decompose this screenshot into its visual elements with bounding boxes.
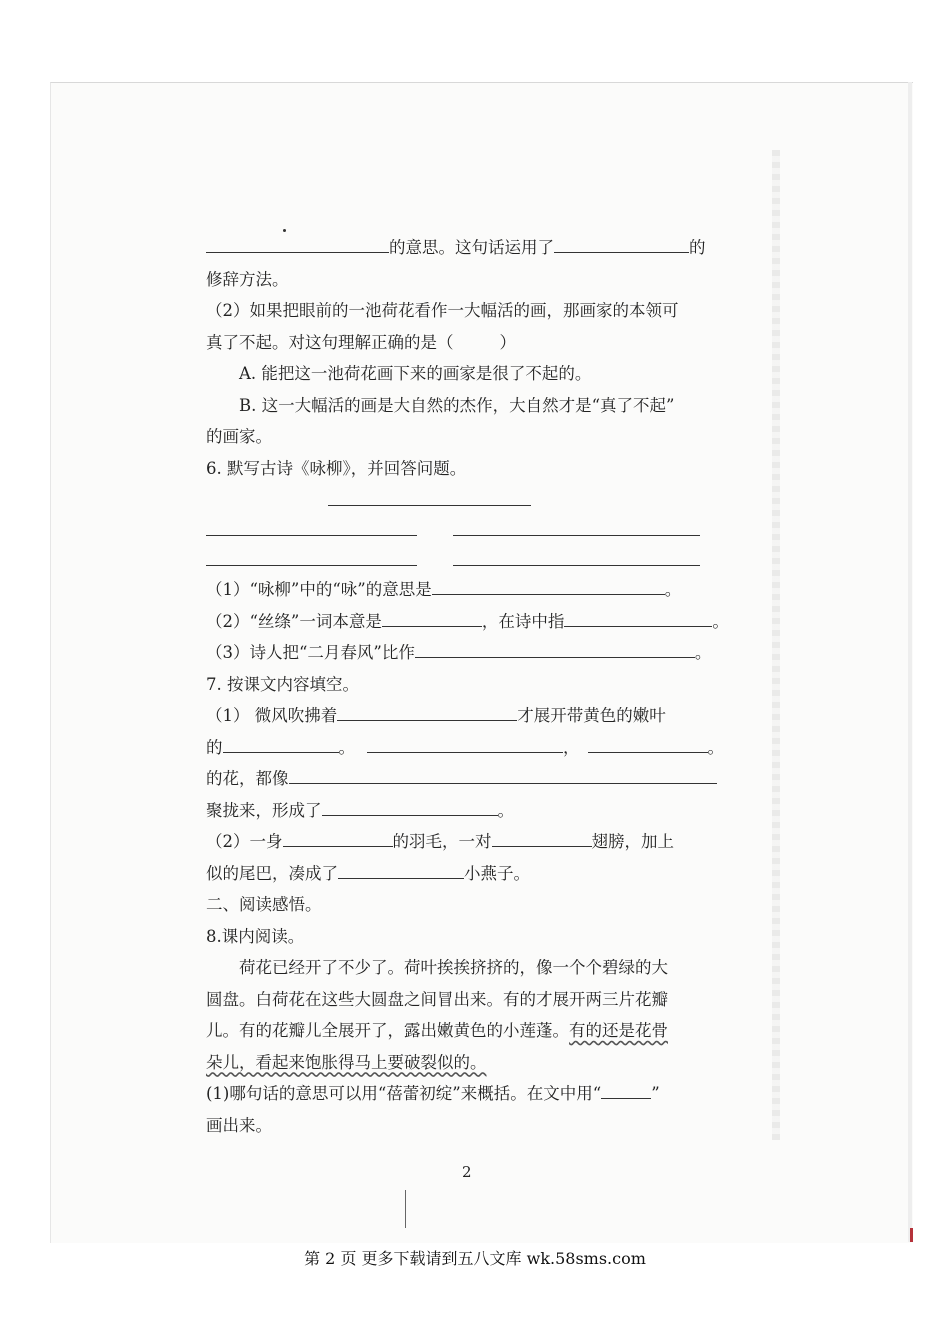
text: 。 <box>712 611 729 631</box>
passage-line-1: 荷花已经开了不少了。荷叶挨挨挤挤的，像一个个碧绿的大 <box>239 958 668 977</box>
line-7: 的画家。 <box>206 427 272 446</box>
question-6: 6. 默写古诗《咏柳》，并回答问题。 <box>206 458 467 478</box>
question-7: 7. 按课文内容填空。 <box>206 674 359 694</box>
poem-title-line <box>206 484 736 514</box>
line-fill-6 <box>206 858 736 890</box>
answer-blank[interactable] <box>289 767 717 784</box>
section-2-heading: 二、阅读感悟。 <box>206 895 322 914</box>
page-edge <box>908 82 912 1242</box>
text: 儿。有的花瓣儿全展开了，露出嫩黄色的小莲蓬。 <box>206 1021 569 1040</box>
question-8: 8.课内阅读。 <box>206 926 305 946</box>
question-6-2 <box>206 606 736 638</box>
answer-blank[interactable] <box>601 1082 651 1099</box>
poem-blank[interactable] <box>453 535 700 536</box>
poem-blank[interactable] <box>328 505 531 506</box>
answer-blank[interactable] <box>492 830 592 847</box>
line-fill-2 <box>206 732 736 764</box>
answer-blank[interactable] <box>338 862 464 879</box>
answer-blank[interactable] <box>206 236 389 253</box>
poem-blank[interactable] <box>453 565 700 566</box>
line-2: 修辞方法。 <box>206 269 289 289</box>
answer-blank[interactable] <box>283 830 393 847</box>
line-1 <box>206 232 736 264</box>
question-7-2 <box>206 826 736 858</box>
text: 的羽毛，一对 <box>392 832 492 851</box>
question-8-1 <box>206 1078 736 1110</box>
text: ” <box>651 1084 660 1103</box>
answer-blank[interactable] <box>223 736 339 753</box>
answer-blank[interactable] <box>432 578 665 595</box>
text: （2）“丝绦”一词本意是 <box>206 611 382 631</box>
text: 才展开带黄色的嫩叶 <box>517 706 666 725</box>
text: 。 <box>338 737 355 757</box>
text: 小燕子。 <box>464 863 530 883</box>
answer-blank[interactable] <box>382 610 482 627</box>
text: 的 <box>206 737 223 757</box>
text: 。 <box>664 580 682 599</box>
answer-blank[interactable] <box>337 704 517 721</box>
text: （3）诗人把“二月春风”比作 <box>206 643 415 662</box>
text: ， <box>563 737 580 757</box>
line-4 <box>206 327 736 359</box>
text: 。 <box>497 800 514 820</box>
text: （1） 微风吹拂着 <box>206 706 338 725</box>
text: ，在诗中指 <box>481 611 565 631</box>
option-a: A. 能把这一池荷花画下来的画家是很了不起的。 <box>239 364 592 383</box>
poem-line-2 <box>206 544 736 574</box>
question-6-3 <box>206 637 736 669</box>
passage-line-3 <box>206 1015 736 1047</box>
option-b: B. 这一大幅活的画是大自然的杰作，大自然才是“真了不起” <box>239 395 675 415</box>
question-7-1 <box>206 700 736 732</box>
answer-blank[interactable] <box>564 610 712 627</box>
question-5-2: （2）如果把眼前的一池荷花看作一大幅活的画，那画家的本领可 <box>206 301 679 320</box>
text: 的花，都像 <box>206 769 289 788</box>
answer-blank[interactable] <box>322 799 498 816</box>
text: 聚拢来，形成了 <box>206 800 322 820</box>
edge-mark <box>910 1228 913 1242</box>
text: 。 <box>707 737 724 757</box>
text: 。 <box>694 643 712 662</box>
question-6-1 <box>206 574 736 606</box>
passage-line-2: 圆盘。白荷花在这些大圆盘之间冒出来。有的才展开两三片花瓣 <box>206 989 668 1009</box>
text: (1)哪句话的意思可以用“蓓蕾初绽”来概括。在文中用“ <box>206 1084 602 1103</box>
text: 似的尾巴，凑成了 <box>206 863 338 883</box>
footer-text: 第 2 页 更多下载请到五八文库 wk.58sms.com <box>304 1249 646 1268</box>
wavy-underlined-text: 朵儿，看起来饱胀得马上要破裂似的。 <box>206 1052 487 1072</box>
text: （2）一身 <box>206 832 283 851</box>
line-fill-3 <box>206 763 736 795</box>
answer-blank[interactable] <box>554 236 689 253</box>
text: 真了不起。对这句理解正确的是（ <box>206 332 454 352</box>
page-number: 2 <box>462 1163 472 1181</box>
text: 的意思。这句话运用了 <box>389 238 554 257</box>
poem-blank[interactable] <box>206 565 417 566</box>
text: （1）“咏柳”中的“咏”的意思是 <box>206 580 432 599</box>
answer-blank[interactable] <box>415 641 695 658</box>
answer-blank[interactable] <box>367 736 563 753</box>
text: 的 <box>689 238 706 257</box>
text: ） <box>499 332 516 352</box>
line-last: 画出来。 <box>206 1115 272 1135</box>
answer-blank[interactable] <box>588 736 708 753</box>
passage-line-4 <box>206 1047 736 1079</box>
worksheet-content <box>206 232 736 1141</box>
text: 翅膀，加上 <box>591 832 674 851</box>
poem-line-1 <box>206 514 736 544</box>
wavy-underlined-text: 有的还是花骨 <box>569 1021 668 1040</box>
line-fill-4 <box>206 795 736 827</box>
fold-mark <box>405 1190 406 1228</box>
poem-blank[interactable] <box>206 535 417 536</box>
bleed-through-shadow <box>772 150 780 1140</box>
